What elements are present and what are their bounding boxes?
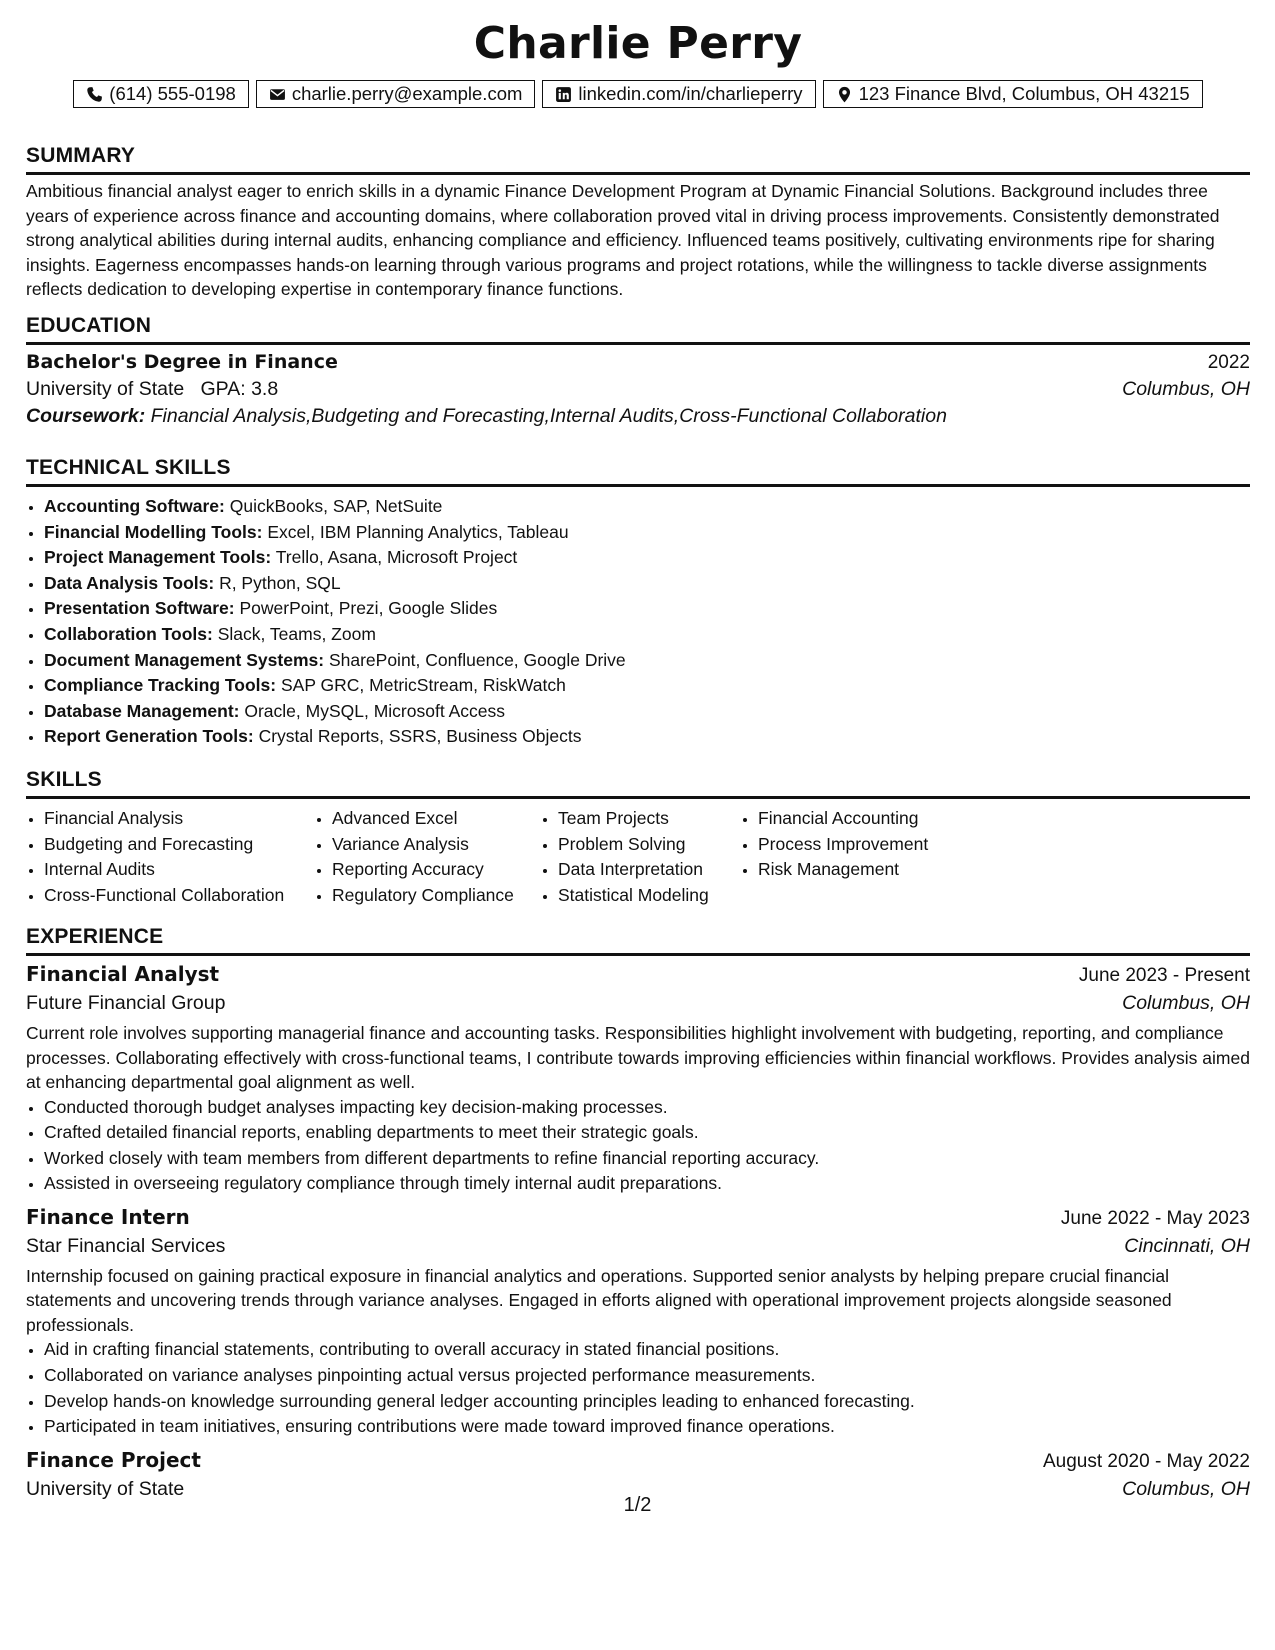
experience-heading: EXPERIENCE [26, 925, 1250, 956]
list-item: • Conducted thorough budget analyses impacting key decision-making processes. [44, 1095, 1250, 1121]
job-bullets [26, 1095, 1250, 1197]
list-item [44, 673, 1250, 699]
skill-value: Oracle, MySQL, Microsoft Access [244, 700, 505, 721]
skills-column-2 [314, 806, 540, 908]
list-item [44, 571, 1250, 597]
phone-icon [86, 86, 103, 103]
skill-value: PowerPoint, Prezi, Google Slides [239, 598, 498, 619]
contact-address[interactable] [823, 80, 1203, 108]
summary-text: Ambitious financial analyst eager to enrich skills in a dynamic Finance Development Program at Dynamic Financial Solutions. Background includes three years of experience across finance and accounting domains, where collaboration proved vital in driving process improvements. Consistently demonstrated strong analytical abilities during internal audits, enhancing compliance and efficiency. Influenced teams positively, cultivating environments ripe for sharing insights. Eagerness encompasses hands-on learning through various programs and project rotations, while the willingness to tackle diverse assignments reflects dedication to developing expertise in contemporary finance functions. [26, 181, 1220, 299]
list-item: • Assisted in overseeing regulatory compliance through timely internal audit preparations. [44, 1171, 1250, 1197]
map-marker-icon [836, 86, 853, 103]
gpa: GPA: 3.8 [200, 378, 279, 400]
list-item: • Process Improvement [758, 832, 998, 858]
skill-value: Trello, Asana, Microsoft Project [275, 547, 518, 568]
list-item [44, 520, 1250, 546]
list-item [44, 545, 1250, 571]
list-item: • Financial Accounting [758, 806, 998, 832]
page-number: 1/2 [623, 1494, 652, 1516]
job-company-row [26, 992, 1250, 1015]
linkedin-icon [555, 86, 572, 103]
job-header [26, 962, 1250, 987]
job-entry [26, 1448, 1250, 1501]
job-company: Star Financial Services [26, 1234, 226, 1257]
skills-column-3 [540, 806, 740, 908]
job-dates: August 2020 - May 2022 [1042, 1450, 1250, 1472]
job-company: Future Financial Group [26, 992, 226, 1014]
job-header [26, 1448, 1250, 1473]
degree-title: Bachelor's Degree in Finance [26, 351, 338, 373]
list-item [44, 648, 1250, 674]
resume-page [26, 0, 1250, 1650]
summary-heading: SUMMARY [26, 144, 1250, 175]
skills-grid [26, 806, 1250, 908]
list-item [44, 596, 1250, 622]
education-section [26, 314, 1250, 428]
skill-value: SharePoint, Confluence, Google Drive [328, 649, 626, 670]
skill-label: Compliance Tracking Tools: [44, 675, 277, 696]
list-item [44, 699, 1250, 725]
job-company: University of State [26, 1477, 185, 1500]
skill-value: R, Python, SQL [219, 572, 341, 593]
list-item: • Reporting Accuracy [332, 857, 540, 883]
job-title: Financial Analyst [26, 962, 220, 986]
skill-label: Report Generation Tools: [44, 726, 254, 747]
skill-value: Crystal Reports, SSRS, Business Objects [258, 726, 582, 747]
skill-value: Slack, Teams, Zoom [217, 623, 376, 644]
job-company-row [26, 1235, 1250, 1258]
list-item: • Regulatory Compliance [332, 883, 540, 909]
list-item: • Team Projects [558, 806, 740, 832]
skill-label: Project Management Tools: [44, 547, 272, 568]
school-name: University of State [26, 378, 185, 400]
linkedin-text: linkedin.com/in/charlieperry [578, 83, 803, 104]
graduation-year: 2022 [1207, 352, 1250, 373]
envelope-icon [269, 86, 286, 103]
contact-phone[interactable] [73, 80, 249, 108]
list-item: • Collaborated on variance analyses pinpointing actual versus projected performance measurements. [44, 1363, 1250, 1389]
technical-skills-section [26, 456, 1250, 750]
job-title: Finance Project [26, 1447, 201, 1472]
technical-skills-heading: TECHNICAL SKILLS [26, 456, 1250, 487]
skill-label: Database Management: [44, 700, 240, 721]
list-item: • Develop hands-on knowledge surrounding general ledger accounting principles leading to enhanced forecasting. [44, 1389, 1250, 1415]
list-item [44, 494, 1250, 520]
skill-label: Data Analysis Tools: [44, 572, 215, 593]
skill-value: SAP GRC, MetricStream, RiskWatch [280, 675, 566, 696]
list-item: • Variance Analysis [332, 832, 540, 858]
list-item: • Statistical Modeling [558, 883, 740, 909]
skill-label: Presentation Software: [44, 598, 235, 619]
education-heading: EDUCATION [26, 314, 1250, 345]
list-item: • Internal Audits [44, 857, 314, 883]
education-row [26, 351, 1250, 374]
list-item: • Worked closely with team members from different departments to refine financial reporting accuracy. [44, 1146, 1250, 1172]
job-location: Columbus, OH [1122, 1477, 1250, 1500]
list-item: • Problem Solving [558, 832, 740, 858]
list-item: • Cross-Functional Collaboration [44, 883, 314, 909]
list-item: • Participated in team initiatives, ensuring contributions were made toward improved finance operations. [44, 1414, 1250, 1440]
job-description: Internship focused on gaining practical exposure in financial analytics and operations. Supported senior analysts by helping prepare crucial financial statements and uncovering trends through variance analyses. Engaged in efforts aligned with operational improvement projects alongside seasoned professionals. [26, 1265, 1172, 1335]
job-title: Finance Intern [26, 1204, 190, 1229]
job-bullets [26, 1337, 1250, 1439]
job-entry [26, 962, 1250, 1197]
coursework-list: Financial Analysis,Budgeting and Forecasting,Internal Audits,Cross-Functional Collaboration [150, 405, 947, 427]
job-entry [26, 1205, 1250, 1440]
contact-bar [26, 80, 1250, 108]
skills-column-1 [26, 806, 314, 908]
skills-heading: SKILLS [26, 768, 1250, 799]
list-item: • Risk Management [758, 857, 998, 883]
phone-text: (614) 555-0198 [109, 83, 236, 104]
list-item: • Advanced Excel [332, 806, 540, 832]
candidate-name: Charlie Perry [473, 18, 803, 69]
skill-label: Financial Modelling Tools: [44, 521, 263, 542]
school-line [26, 378, 278, 401]
skill-label: Accounting Software: [44, 496, 225, 516]
skill-label: Document Management Systems: [44, 649, 325, 670]
skill-value: QuickBooks, SAP, NetSuite [229, 496, 443, 516]
job-dates: June 2022 - May 2023 [1060, 1207, 1250, 1229]
list-item: • Data Interpretation [558, 857, 740, 883]
skills-column-4 [740, 806, 998, 908]
job-dates: June 2023 - Present [1078, 965, 1250, 986]
address-text: 123 Finance Blvd, Columbus, OH 43215 [858, 83, 1190, 104]
list-item: • Financial Analysis [44, 806, 314, 832]
skill-label: Collaboration Tools: [44, 623, 213, 644]
list-item: • Budgeting and Forecasting [44, 832, 314, 858]
education-school-row [26, 378, 1250, 401]
job-location: Cincinnati, OH [1124, 1234, 1250, 1257]
skill-value: Excel, IBM Planning Analytics, Tableau [267, 521, 569, 542]
skills-section [26, 768, 1250, 908]
job-description: Current role involves supporting managerial finance and accounting tasks. Responsibilities highlight involvement with budgeting, reporting, and compliance processes. Collaborating effectively with cross-functional teams, I contribute towards improving efficiencies within financial workflows. Provides analysis aimed at enhancing departmental goal alignment as well. [26, 1023, 1250, 1092]
email-text: charlie.perry@example.com [291, 83, 523, 104]
job-header [26, 1205, 1250, 1230]
contact-email[interactable] [256, 80, 536, 108]
technical-skills-list [26, 494, 1250, 750]
school-location: Columbus, OH [1122, 378, 1250, 400]
summary-section [26, 144, 1250, 302]
list-item [44, 724, 1250, 750]
contact-linkedin[interactable] [542, 80, 815, 108]
list-item: • Aid in crafting financial statements, contributing to overall accuracy in stated financial positions. [44, 1337, 1250, 1363]
coursework-label: Coursework: [26, 405, 146, 427]
experience-section [26, 925, 1250, 1501]
job-location: Columbus, OH [1122, 992, 1250, 1014]
coursework-line [26, 405, 1250, 428]
list-item: • Crafted detailed financial reports, enabling departments to meet their strategic goals. [44, 1120, 1250, 1146]
list-item [44, 622, 1250, 648]
